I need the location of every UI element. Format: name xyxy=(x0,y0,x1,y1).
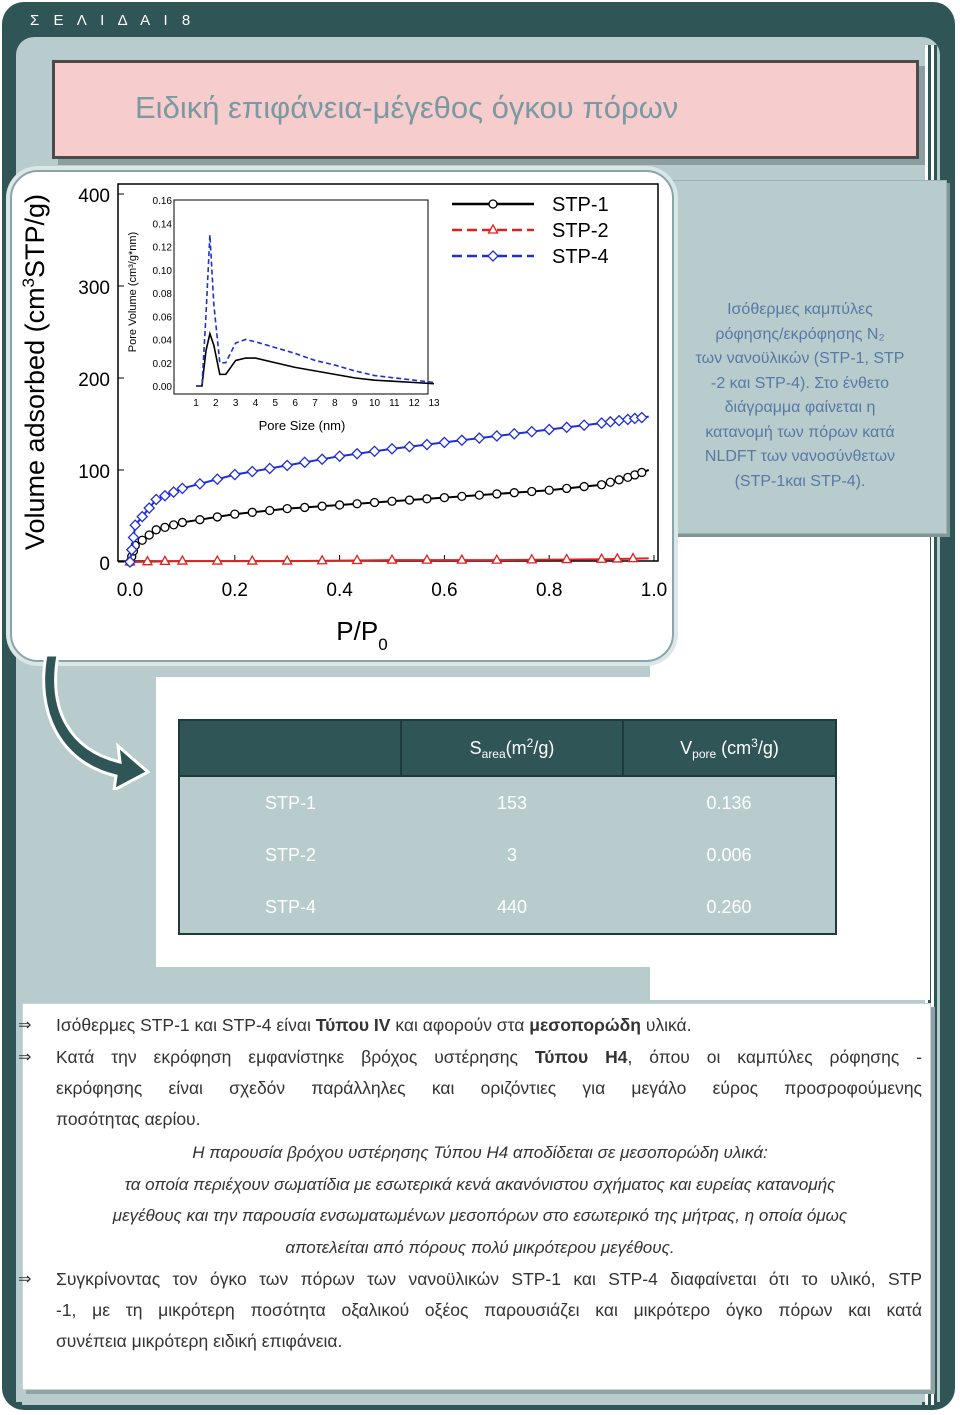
inset-x-tick-label: 1 xyxy=(193,398,199,409)
data-point xyxy=(405,496,413,504)
x-tick-label: 0.0 xyxy=(116,580,144,601)
x-tick-label: 0.4 xyxy=(326,580,353,601)
table-header-sarea: $S_{area}(m^2/g)$ xyxy=(401,720,623,776)
caption-line: διάγραμμα φαίνεται η xyxy=(724,399,876,416)
table-header-row xyxy=(179,720,836,776)
inset-plot-area xyxy=(174,200,428,394)
data-point xyxy=(615,476,623,484)
bullet-1: ⇒ Ισόθερμες STP-1 και STP-4 είναι Τύπου IV και αφορούν στα μεσοπορώδη υλικά. xyxy=(56,1010,692,1041)
caption-line: NLDFT των νανοσύνθετων xyxy=(704,448,896,465)
data-point xyxy=(563,484,571,492)
y-axis-label: Volume adsorbed $(cm^3STP/g)$ xyxy=(19,193,50,551)
inset-x-tick-label: 4 xyxy=(252,398,259,409)
data-point xyxy=(606,478,614,486)
caption-line: -2 και STP-4). Στο ένθετο xyxy=(710,374,889,392)
inset-x-tick-label: 7 xyxy=(312,398,318,409)
data-point xyxy=(371,499,379,507)
inset-y-tick-label: 0.12 xyxy=(152,242,172,254)
italic-line-3: μεγέθους και την παρουσία ενσωματωμένων μεσοπόρων στο εσωτερικό της μήτρας, η οποία όμως xyxy=(112,1206,848,1225)
table-row xyxy=(179,829,836,881)
table-header-empty xyxy=(179,720,401,776)
x-tick-label: 0.2 xyxy=(221,580,249,601)
table-header-vpore: $V_{pore}$ $(cm^3/g)$ xyxy=(623,720,836,776)
arrow-bullet-icon: ⇒ xyxy=(18,1017,32,1034)
inset-y-tick-label: 0.08 xyxy=(152,289,172,300)
curved-arrow-icon xyxy=(40,650,150,790)
x-axis-label: $P/P_0$ xyxy=(336,616,388,654)
inset-x-tick-label: 3 xyxy=(232,398,239,409)
data-point xyxy=(423,495,431,503)
page-label: Σ Ε Λ Ι Δ Α Ι 8 xyxy=(30,12,196,29)
italic-line-4: αποτελείται από πόρους πολύ μικρότερου μεγέθους. xyxy=(285,1238,675,1257)
data-point xyxy=(231,510,239,518)
data-point xyxy=(353,500,361,508)
sample-name: STP-2 xyxy=(179,829,401,881)
page-title: Ειδική επιφάνεια-μέγεθος όγκου πόρων xyxy=(135,90,679,125)
inset-x-tick-label: 5 xyxy=(272,398,279,409)
legend-label: STP-1 xyxy=(552,194,609,216)
data-point xyxy=(152,526,160,534)
caption-line: Ισόθερμες καμπύλες xyxy=(727,301,873,318)
data-point xyxy=(318,502,326,510)
inset-x-tick-label: 12 xyxy=(408,398,420,409)
data-point xyxy=(493,490,501,498)
y-tick-label: 100 xyxy=(78,462,110,483)
sarea-value: 153 xyxy=(401,776,623,829)
vpore-value: 0.006 xyxy=(623,829,836,881)
caption-line: των νανοϋλικών (STP-1, STP xyxy=(695,350,905,367)
data-point xyxy=(580,483,588,491)
x-tick-label: 0.6 xyxy=(431,580,458,601)
inset-y-tick-label: 0.14 xyxy=(152,219,172,231)
data-point xyxy=(458,492,466,500)
bullet-2: ⇒ Κατά την εκρόφηση εμφανίστηκε βρόχος υστέρησης Τύπου H4, όπου οι καμπύλες ρόφησης - εκρόφησης είναι σχεδόν παράλληλες και οριζόντιες για μεγάλο εύρος προσροφούμενης ποσότητας αερίου. xyxy=(56,1042,922,1135)
y-tick-label: 300 xyxy=(78,278,110,299)
inset-y-tick-label: 0.10 xyxy=(152,265,172,277)
x-tick-label: 0.8 xyxy=(535,580,563,601)
data-point xyxy=(161,523,169,531)
data-point xyxy=(283,505,291,513)
data-point xyxy=(440,494,448,502)
data-point xyxy=(336,501,344,509)
inset-y-tick-label: 0.16 xyxy=(152,196,172,207)
data-point xyxy=(545,486,553,494)
vpore-value: 0.136 xyxy=(623,776,836,829)
sarea-value: 3 xyxy=(401,829,623,881)
legend-label: STP-2 xyxy=(552,220,609,242)
data-point xyxy=(301,503,309,511)
inset-x-tick-label: 6 xyxy=(292,398,298,409)
sarea-value: 440 xyxy=(401,881,623,934)
data-point xyxy=(196,516,204,524)
surface-area-table xyxy=(178,719,837,935)
inset-y-tick-label: 0.02 xyxy=(152,358,172,370)
inset-x-tick-label: 11 xyxy=(389,398,400,409)
inset-x-tick-label: 8 xyxy=(332,398,338,409)
inset-x-tick-label: 13 xyxy=(428,398,440,409)
data-point xyxy=(170,521,178,529)
inset-y-axis-label: Pore Volume (cm³/g*nm) xyxy=(127,231,139,353)
italic-line-1: Η παρουσία βρόχου υστέρησης Τύπου H4 αποδίδεται σε μεσοπορώδη υλικά: xyxy=(192,1143,768,1162)
chart-card xyxy=(10,170,674,662)
x-tick-label: 1.0 xyxy=(640,580,668,601)
figure-caption xyxy=(680,298,920,494)
y-tick-label: 0 xyxy=(99,554,110,575)
sample-name: STP-1 xyxy=(179,776,401,829)
italic-line-2: τα οποία περιέχουν σωματίδια με εσωτερικά κενά ακανόνιστου σχήματος και ευρείας κατανομής xyxy=(124,1175,836,1194)
inset-y-tick-label: 0.06 xyxy=(152,312,172,324)
table-row xyxy=(179,776,836,829)
sample-name: STP-4 xyxy=(179,881,401,934)
y-tick-label: 200 xyxy=(78,370,110,391)
arrow-bullet-icon: ⇒ xyxy=(18,1271,32,1288)
caption-line: (STP-1και STP-4). xyxy=(734,472,866,490)
arrow-bullet-icon: ⇒ xyxy=(18,1049,32,1066)
inset-y-tick-label: 0.04 xyxy=(152,335,172,347)
table-row xyxy=(179,881,836,934)
inset-y-tick-label: 0.00 xyxy=(152,382,172,393)
legend-marker xyxy=(489,200,497,208)
inset-x-tick-label: 9 xyxy=(351,398,358,409)
caption-line: κατανομή των πόρων κατά xyxy=(705,423,895,441)
data-point xyxy=(475,491,483,499)
data-point xyxy=(213,513,221,521)
data-point xyxy=(510,489,518,497)
data-point xyxy=(528,487,536,495)
caption-line: ρόφησης/εκρόφησης N₂ xyxy=(715,325,885,343)
data-point xyxy=(266,506,274,514)
bullet-3: ⇒ Συγκρίνοντας τον όγκο των πόρων των νανοϋλικών STP-1 και STP-4 διαφαίνεται ότι το υλικό, STP -1, με τη μικρότερη ποσότητα οξαλικού οξέος παρουσιάζει και μικρότερο όγκο πόρων και κατά συνέπεια μικρότερη ειδική επιφάνεια. xyxy=(56,1264,922,1357)
inset-x-axis-label: Pore Size (nm) xyxy=(258,418,346,433)
isotherm-chart xyxy=(12,172,672,660)
title-banner xyxy=(52,60,919,159)
legend-label: STP-4 xyxy=(552,246,609,268)
data-point xyxy=(598,481,606,489)
inset-x-tick-label: 10 xyxy=(368,398,381,409)
data-point xyxy=(248,508,256,516)
data-point xyxy=(138,536,146,544)
data-point xyxy=(145,531,153,539)
vpore-value: 0.260 xyxy=(623,881,836,934)
data-point xyxy=(638,468,646,476)
data-point xyxy=(178,518,186,526)
y-tick-label: 400 xyxy=(78,186,110,207)
data-point xyxy=(388,497,396,505)
inset-x-tick-label: 2 xyxy=(213,398,219,409)
